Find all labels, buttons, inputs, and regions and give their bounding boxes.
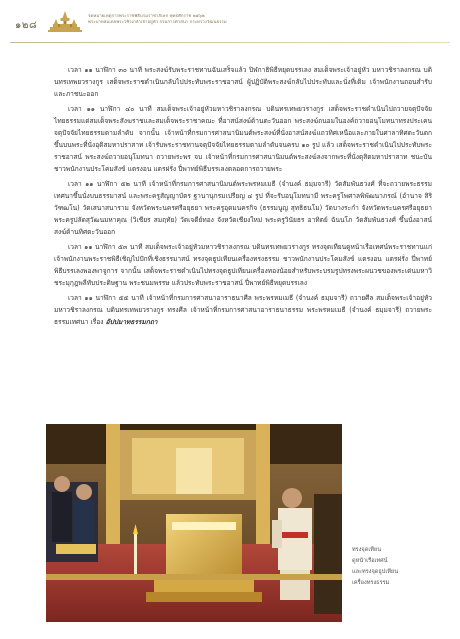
paragraph-2: เวลา ๑๑ นาฬิกา ๔๐ นาที สมเด็จพระเจ้าอยู่หัวมหาวชิราลงกรณ บดินทรเทพยวรางกูร เสด็จพระราชดำเนินไปถวายจตุปัจจัยไทยธรรมแด่สมเด็จพระสังฆราชและสมเด็จพระราชาคณะ ที่อาสน์สงฆ์ด้านตะวันออก พระสงฆ์ถนอมในองค์ถวายอนุโมทนาทรงประเคนจตุปัจจัยไทยธรรมตามลำดับ จากนั้น เจ้าหน้าที่กรมการศาสนานิมนต์พระสงฆ์ที่นั่งอาสน์สงฆ์แถวทิศเหนือและภายในศาลาทิศตะวันตก ขึ้นบนพระที่นั่งอุติสมหาปราสาท เจ้ารับพระราชทานจตุปัจจัยไทยธรรมตามลำดับจนครบ ๑๐ รูป แล้ว เสด็จพระราชดำเนินไปประทับพระราชอาสน์ พระสงฆ์ถวายอนุโมทนา ถวายพระพร จบ เจ้าหน้าที่กรมการศาสนานิมนต์พระสงฆ์ลงจากพระที่นั่งดุสิตมหาปราสาท ชนะบัน ชาวพนักงานประโคมสังข์ แตรงอน แตรฝรั่ง ปี่พาทย์พิธีบรรเลงตลอดการถวายพระ (54, 104, 432, 174)
paragraph-5 (54, 292, 432, 328)
page-header (0, 0, 460, 48)
body-text (54, 64, 432, 330)
paragraph-1: เวลา ๑๑ นาฬิกา ๓๐ นาที พระสงฆ์รับพระราชทานฉันเสร็จแล้ว ปิฬกาธิพิธีหยุดบรรเลง สมเด็จพระเจ้าอยู่หัว มหาวชิราลงกรณ บดินทรเทพยวรางกูร เสด็จพระราชดำเนินกลับไปประทับพระราชอาสน์ ผู้ปฏิบัติพระสงฆ์กลับไปประทับและนั่งที่เดิม เจ้าพนักงานถอนสำรับและภาชนะออก (54, 66, 432, 99)
paragraph-3: เวลา ๑๑ นาฬิกา ๕๒ นาที เจ้าหน้าที่กรมการศาสนานิมนต์พระพรหมเมธี (จำนงค์ ธมฺมจารี) วัดสัมพันธวงศ์ ที่จะถวายพระธรรมเทศนาขึ้นนั่งบนธรรมาสน์ และพระครูสัญญาบัตร ฐานานุกรมเปรียญ ๔ รูป ที่จะรับอนุโมทนามี พระครูโพศาลพิพัฒนาภรณ์ (อำนาจ สิริวัฑฒโน) วัดเสนาสนาราม จังหวัดพระนครศรีอยุธยา พระครูอุดมนครกิจ (ธรรมนูญ สุทธิธนโม) วัดบางระกำ จังหวัดพระนครศรีอยุธยา พระครูปลัดสุวัฒนมหาคุณ (วิเชียร สมฤทัย) วัดเจดีย์ทอง จังหวัดเชียงใหม่ พระครูวินัยธร อาทิตย์ ฉันนโภ วัดสัมพันธวงศ์ ขึ้นนั่งอาสน์สงฆ์ด้านทิศตะวันออก (54, 179, 432, 237)
caption-line: และทรงจุดธูปเทียน (352, 569, 399, 575)
header-line-2: พระบาทสมเด็จพระวชิรเกล้าเจ้าอยู่หัว กรมการศาสนา กระทรวงวัฒนธรรม (88, 20, 227, 25)
paragraph-4: เวลา ๑๑ นาฬิกา ๕๓ นาที สมเด็จพระเจ้าอยู่หัวมหาวชิราลงกรณ บดินทรเทพยวรางกูร ทรงจุดเทียนดูหน้าเรือเทศน์พระราชทานแก่เจ้าพนักงานพระราชพิธีเชิญไปปักที่เชิงธรรมาสน์ ทรงจุดธูปเทียนเครื่องทรงธรรม ชาวพนักงานประโคมสังข์ แตรงอน แตรฝรั่ง ปี่พาทย์พิธีบรรเลงพองพาจูการ จากนั้น เสด็จพระราชดำเนินไปทรงจุดธูปเทียนเครื่องทองน้อยสำหรับพระบรมรูปทรงพระผนวชของพระเด่นมหาวิชระมุกุฎพลีทับประดิษฐาน พระชนมพรรษ แล้วประทับพระราชอาสน์ ปี่พาทย์พิธีหยุดบรรเลง (54, 242, 432, 288)
running-header-text (88, 14, 338, 26)
photo-caption (352, 545, 432, 589)
header-line-1: จดหมายเหตุการพระราชพิธีบรมราชาภิเษก พุทธศักราช ๒๕๖๒ (88, 14, 205, 19)
caption-line: เครื่องทรงธรรม (352, 580, 390, 586)
royal-crown-emblem-icon (48, 10, 82, 36)
caption-line: ทรงจุดเทียน (352, 547, 382, 553)
caption-line: ดูหน้าเรือเทศน์ (352, 558, 388, 564)
header-divider (10, 42, 450, 43)
page-number: ๑๒๘ (15, 20, 38, 31)
sermon-title: อัปปมาทธรรมกถา (105, 317, 158, 326)
paragraph-5-text: เวลา ๑๑ นาฬิกา ๕๕ นาที เจ้าหน้าที่กรมการศาสนาอาราธนาศีล พระพรหมเมธี (จำนงค์ ธมฺมจารี) ถวายศีล สมเด็จพระเจ้าอยู่หัวมหาวชิราลงกรณ บดินทรเทพยวรางกูร ทรงศีล เจ้าหน้าที่กรมการศาสนาอาราธนาธรรม พระพรหมเมธี (จำนงค์ ธมฺมจารี) ถวายพระธรรมเทศนา เรื่อง (54, 293, 432, 326)
ceremony-photo (46, 424, 342, 622)
